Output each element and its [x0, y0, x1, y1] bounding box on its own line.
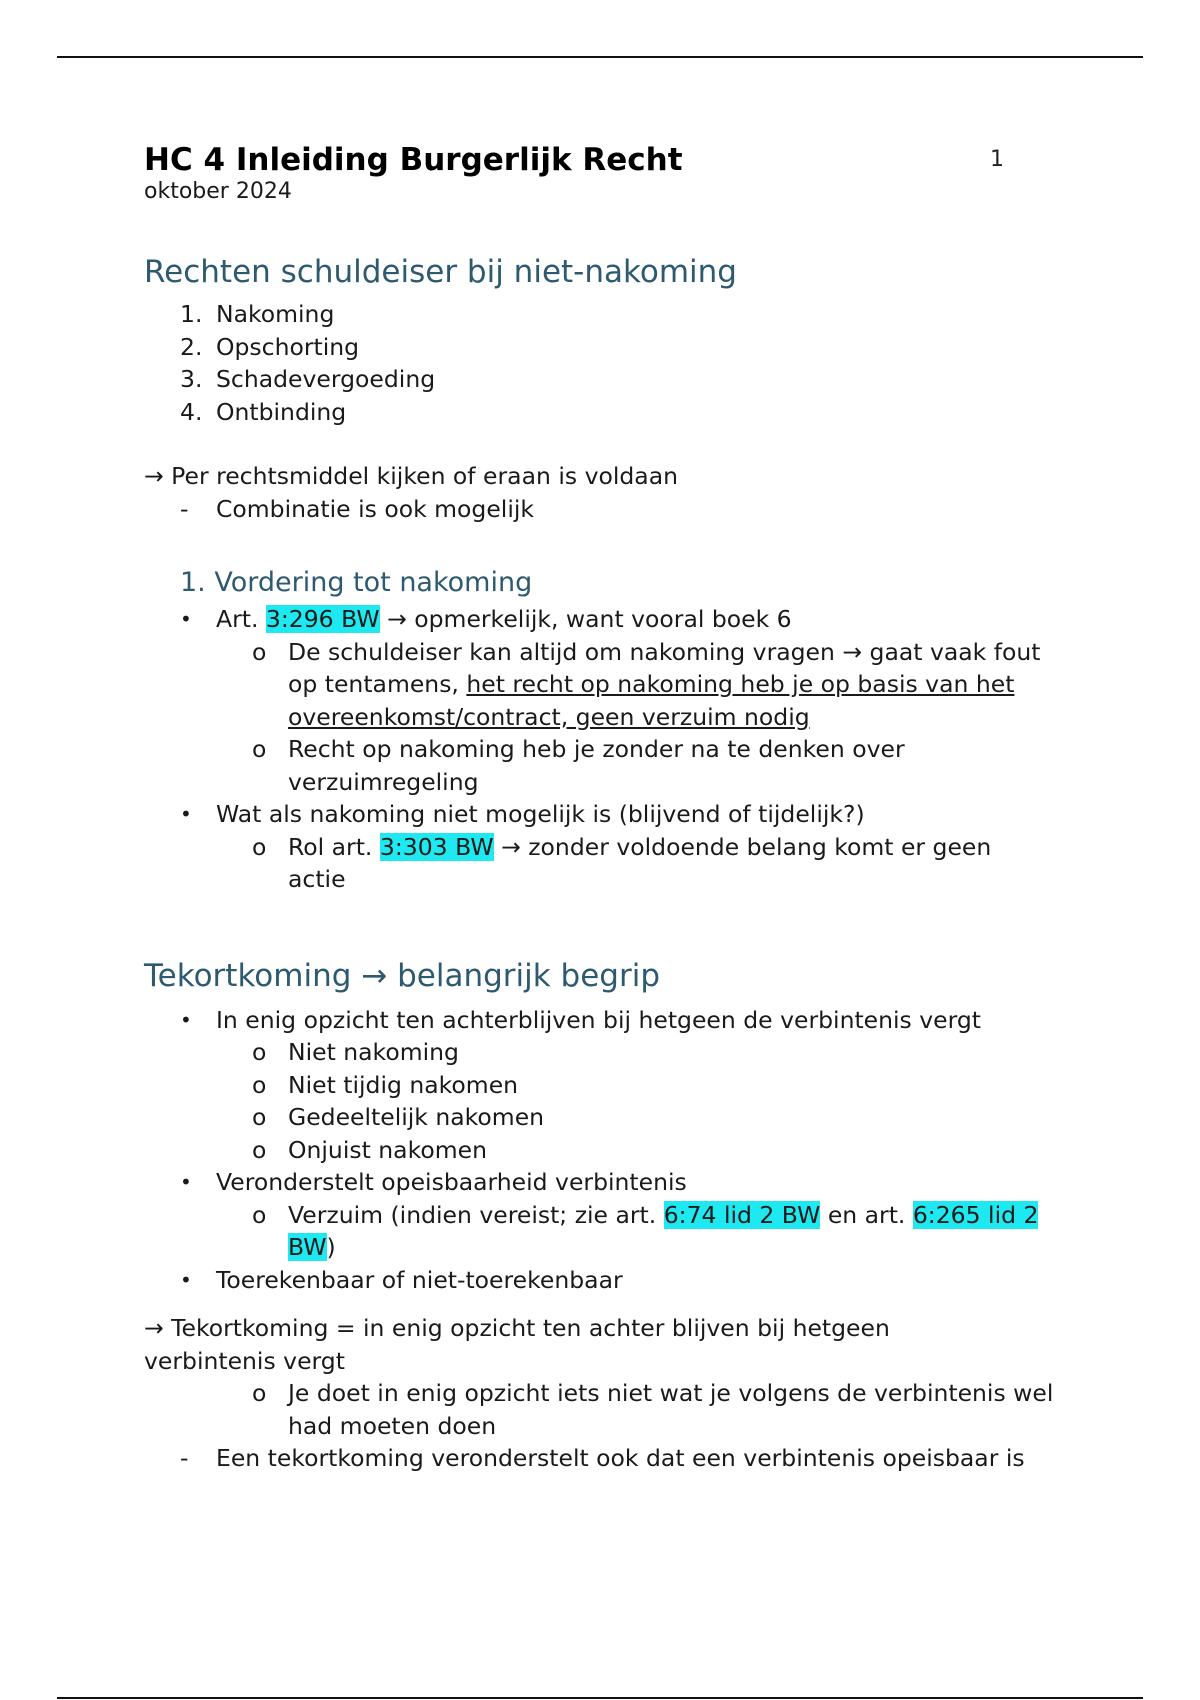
sub-bullet-marker: o — [252, 1103, 267, 1131]
sub-bullet-item — [144, 1199, 1054, 1264]
text-part: Verzuim (indien vereist; zie art. — [288, 1200, 664, 1229]
title-row — [144, 140, 1054, 180]
dash-text: Een tekortkoming veronderstelt ook dat een verbintenis opeisbaar is — [216, 1444, 1025, 1472]
arrow-note: → Tekortkoming = in enig opzicht ten achter blijven bij hetgeen verbintenis vergt — [144, 1314, 890, 1375]
item-number: 3. — [180, 365, 203, 393]
sub-bullet-item — [144, 1101, 1054, 1134]
bullet-text — [216, 605, 792, 633]
text-part: Rol art. — [288, 832, 380, 861]
bullet-text: Veronderstelt opeisbaarheid verbintenis — [216, 1168, 687, 1196]
sub-bullet-item — [144, 636, 1054, 734]
sub-bullet-item — [144, 1069, 1054, 1102]
sub-bullet-item — [144, 733, 1054, 798]
bullet-marker: • — [180, 1170, 192, 1194]
numbered-item — [144, 396, 1054, 429]
section-heading-rechten: Rechten schuldeiser bij niet-nakoming — [144, 254, 737, 290]
bullet-item — [144, 1264, 1054, 1297]
sub-bullet-marker: o — [252, 1200, 267, 1229]
bullet-marker: • — [180, 607, 192, 631]
sub-bullet-text: Niet tijdig nakomen — [288, 1070, 519, 1099]
document-title: HC 4 Inleiding Burgerlijk Recht — [144, 142, 683, 178]
sub-bullet-marker: o — [252, 1379, 267, 1407]
bottom-rule — [57, 1697, 1143, 1699]
bullet-text: Toerekenbaar of niet-toerekenbaar — [216, 1265, 623, 1294]
sub-bullet-marker: o — [252, 1135, 267, 1164]
underlined-text: het recht op nakoming heb je op basis van het overeenkomst/contract, geen verzuim nodig — [288, 670, 1015, 731]
sub-bullet-marker: o — [252, 735, 267, 763]
item-text: Opschorting — [216, 332, 360, 361]
sub-bullet-marker: o — [252, 832, 267, 861]
sub-bullet-text: Niet nakoming — [288, 1038, 459, 1066]
numbered-item — [144, 363, 1054, 396]
bullet-marker: • — [180, 1267, 192, 1292]
text-part: Art. — [216, 605, 266, 633]
numbered-item — [144, 331, 1054, 364]
top-rule — [57, 56, 1143, 58]
bullet-text: In enig opzicht ten achterblijven bij hetgeen de verbintenis vergt — [216, 1005, 982, 1034]
sub-bullet-marker: o — [252, 1070, 267, 1099]
sub-bullet-text: Gedeeltelijk nakomen — [288, 1103, 545, 1131]
bullet-item — [144, 1004, 1054, 1037]
item-number: 1. — [180, 300, 203, 328]
sub-bullet-item — [144, 1134, 1054, 1167]
dash-item — [144, 1442, 1054, 1475]
bullet-item — [144, 603, 1054, 636]
section-heading-tekortkoming: Tekortkoming → belangrijk begrip — [144, 957, 661, 994]
sub-bullet-item — [144, 1036, 1054, 1069]
dash-marker: - — [180, 1444, 189, 1472]
highlight-article: 6:74 lid 2 BW — [663, 1200, 821, 1229]
bullet-item — [144, 1166, 1054, 1199]
item-text: Ontbinding — [216, 397, 347, 426]
sub-bullet-marker: o — [252, 637, 267, 666]
bullet-marker: • — [180, 1007, 192, 1032]
item-text: Schadevergoeding — [216, 365, 436, 393]
sub-bullet-text — [288, 638, 1041, 731]
item-number: 2. — [180, 332, 203, 361]
highlight-article: 3:296 BW — [265, 605, 380, 633]
numbered-item — [144, 298, 1054, 331]
sub-bullet-text: Onjuist nakomen — [288, 1135, 487, 1164]
bullet-marker: • — [180, 802, 192, 826]
text-part: en art. — [820, 1200, 913, 1229]
subsection-heading-vordering: 1. Vordering tot nakoming — [180, 567, 533, 598]
text-part: → opmerkelijk, want vooral boek 6 — [379, 605, 792, 633]
dash-item — [144, 493, 1054, 526]
bullet-text: Wat als nakoming niet mogelijk is (blijvend of tijdelijk?) — [216, 800, 865, 828]
dash-text: Combinatie is ook mogelijk — [216, 494, 535, 523]
arrow-note: → Per rechtsmiddel kijken of eraan is voldaan — [144, 462, 679, 490]
sub-bullet-text — [288, 1201, 1038, 1262]
sub-bullet-item — [144, 831, 1054, 896]
dash-marker: - — [180, 494, 189, 523]
highlight-article: 3:303 BW — [379, 832, 494, 861]
sub-bullet-text — [288, 833, 991, 894]
page-number: 1 — [990, 147, 1004, 172]
bullet-item — [144, 798, 1054, 831]
sub-bullet-text: Recht op nakoming heb je zonder na te denken over verzuimregeling — [288, 735, 905, 796]
highlight-article: 6:265 lid 2 BW — [288, 1200, 1039, 1261]
sub-bullet-item — [144, 1377, 1054, 1442]
document-page — [144, 140, 1054, 1475]
item-number: 4. — [180, 397, 203, 426]
text-part: De schuldeiser kan altijd om nakoming vragen → gaat vaak fout op tentamens, — [288, 637, 1041, 698]
text-part: → zonder voldoende belang komt er geen actie — [288, 832, 992, 893]
item-text: Nakoming — [216, 300, 335, 328]
text-part: ) — [326, 1233, 336, 1261]
sub-bullet-text: Je doet in enig opzicht iets niet wat je volgens de verbintenis wel had moeten doen — [288, 1379, 1054, 1440]
sub-bullet-marker: o — [252, 1038, 267, 1066]
document-date: oktober 2024 — [144, 179, 292, 204]
